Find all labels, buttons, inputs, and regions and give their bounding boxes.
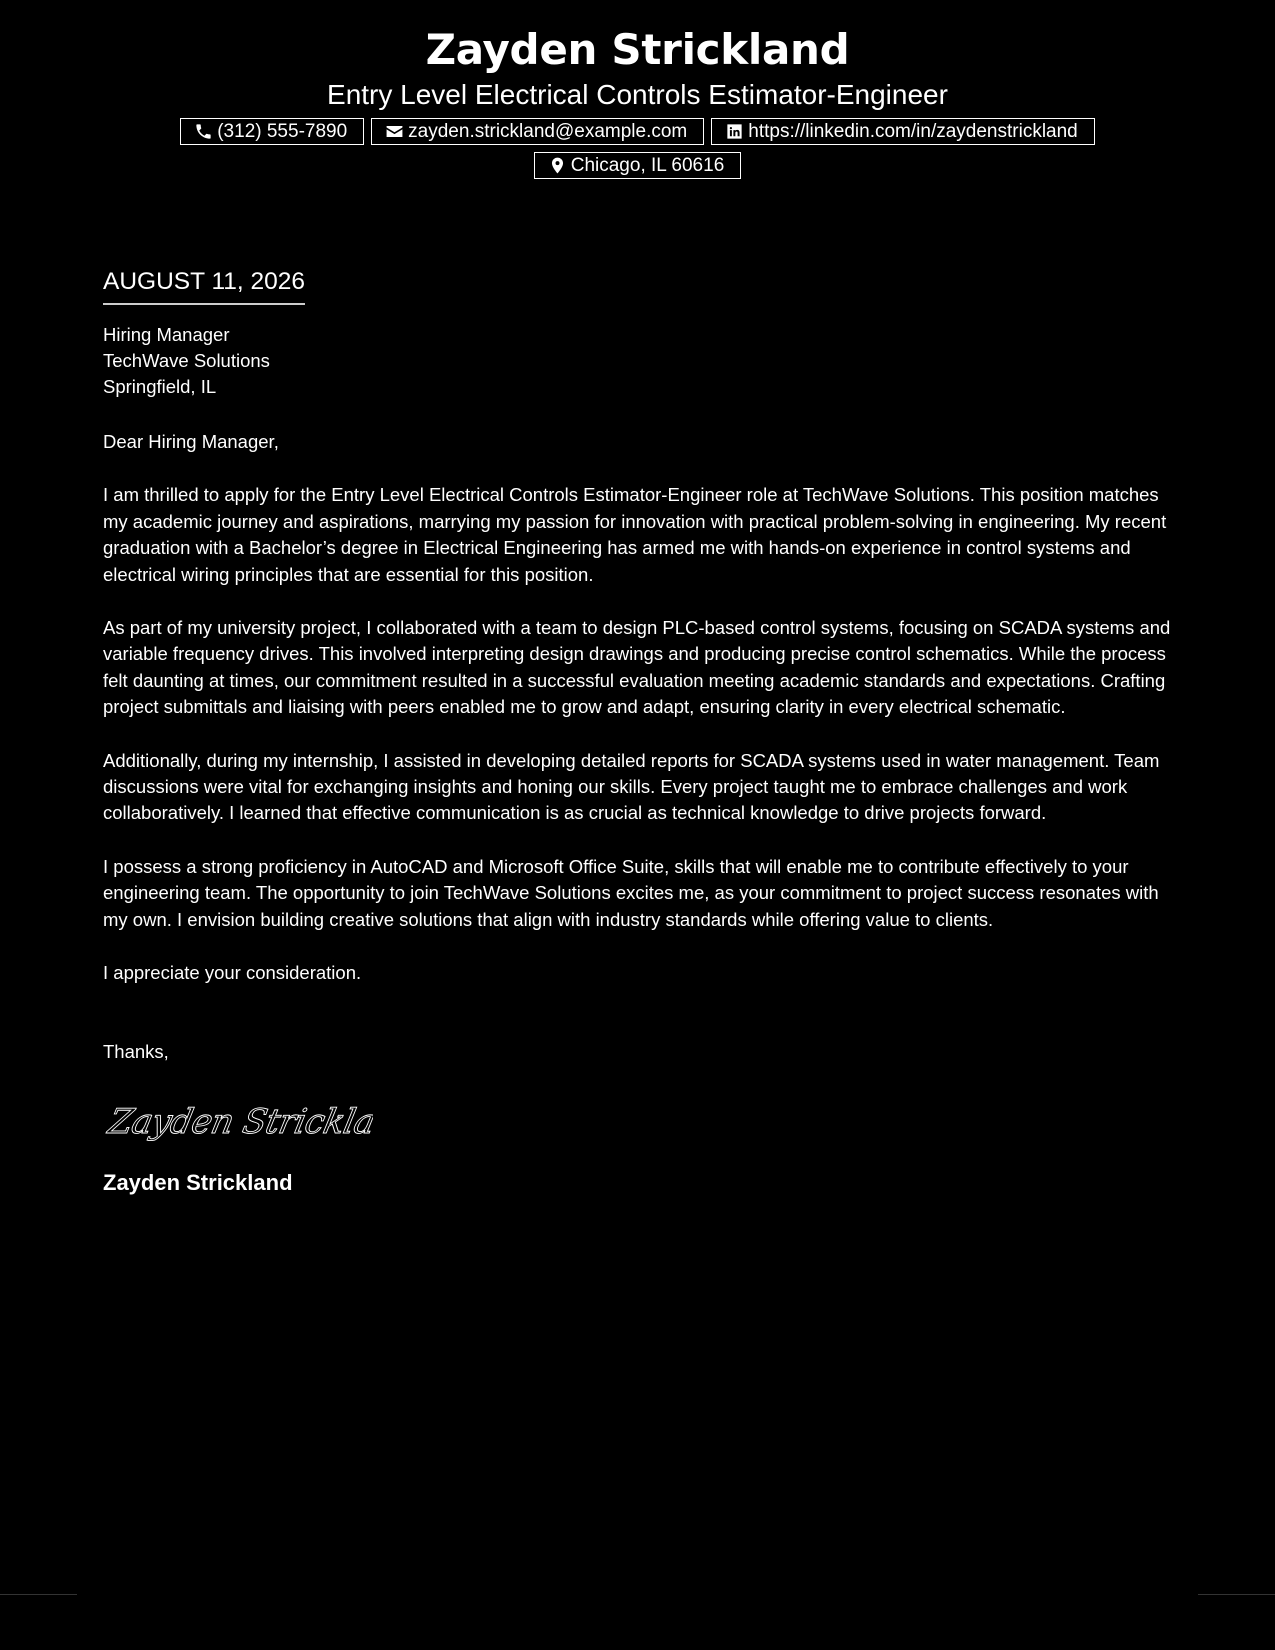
letter-body — [103, 265, 1173, 1197]
signed-name: Zayden Strickland — [103, 1169, 293, 1195]
letter-header — [0, 22, 1275, 179]
phone-icon — [194, 122, 213, 141]
footer-rule-left — [0, 1594, 77, 1595]
handwritten-signature — [103, 1095, 373, 1149]
linkedin-text: https://linkedin.com/in/zaydenstrickland — [748, 120, 1078, 142]
recipient-location: Springfield, IL — [103, 376, 217, 397]
map-marker-icon — [548, 156, 567, 175]
recipient-block — [103, 322, 1173, 400]
location-text: Chicago, IL 60616 — [570, 154, 725, 176]
body-paragraph: I possess a strong proficiency in AutoCAD and Microsoft Office Suite, skills that will enable me to contribute effectively to your engineering team. The opportunity to join TechWave Solutions excites me, as your commitment to project success resonates with my own. I envision building creative solutions that align with industry standards while offering value to clients. — [103, 855, 1159, 930]
signoff: Thanks, — [103, 1040, 169, 1062]
body-paragraph: I am thrilled to apply for the Entry Level Electrical Controls Estimator-Engineer role at TechWave Solutions. This position matches my academic journey and aspirations, marrying my passion for innovation with practical problem-solving in engineering. My recent graduation with a Bachelor’s degree in Electrical Engineering has armed me with hands-on experience in control systems and electrical wiring principles that are essential for this position. — [103, 484, 1167, 585]
recipient-title: Hiring Manager — [103, 324, 230, 345]
envelope-icon — [385, 122, 404, 141]
linkedin-contact[interactable] — [711, 118, 1095, 145]
applicant-name: Zayden Strickland — [425, 25, 850, 74]
contact-row — [0, 118, 1275, 145]
phone-text: (312) 555-7890 — [217, 120, 348, 142]
location-contact — [534, 152, 742, 179]
contact-row-2 — [0, 152, 1275, 179]
closing-line: I appreciate your consideration. — [103, 962, 362, 984]
footer-rule-right — [1198, 1594, 1275, 1595]
letter-date: AUGUST 11, 2026 — [103, 265, 305, 305]
body-paragraph: As part of my university project, I collaborated with a team to design PLC-based control systems, focusing on SCADA systems and variable frequency drives. This involved interpreting design drawings and producing precise control schematics. While the process felt daunting at times, our commitment resulted in a successful evaluation meeting academic standards and expectations. Crafting project submittals and liaising with peers enabled me to grow and adapt, ensuring clarity in every electrical schematic. — [103, 617, 1171, 718]
email-text: zayden.strickland@example.com — [408, 120, 688, 142]
body-paragraph: Additionally, during my internship, I assisted in developing detailed reports for SCADA systems used in water management. Team discussions were vital for exchanging insights and honing our skills. Every project taught me to embrace challenges and work collaboratively. I learned that effective communication is as crucial as technical knowledge to drive projects forward. — [103, 749, 1160, 824]
phone-contact[interactable] — [180, 118, 364, 145]
svg-text:Zayden Stricklan: Zayden Stricklan — [105, 1102, 373, 1142]
email-contact[interactable] — [371, 118, 704, 145]
signature-image — [103, 1095, 373, 1149]
job-title: Entry Level Electrical Controls Estimator-Engineer — [327, 79, 948, 110]
salutation: Dear Hiring Manager, — [103, 431, 279, 452]
linkedin-icon — [725, 122, 744, 141]
recipient-company: TechWave Solutions — [103, 350, 270, 371]
